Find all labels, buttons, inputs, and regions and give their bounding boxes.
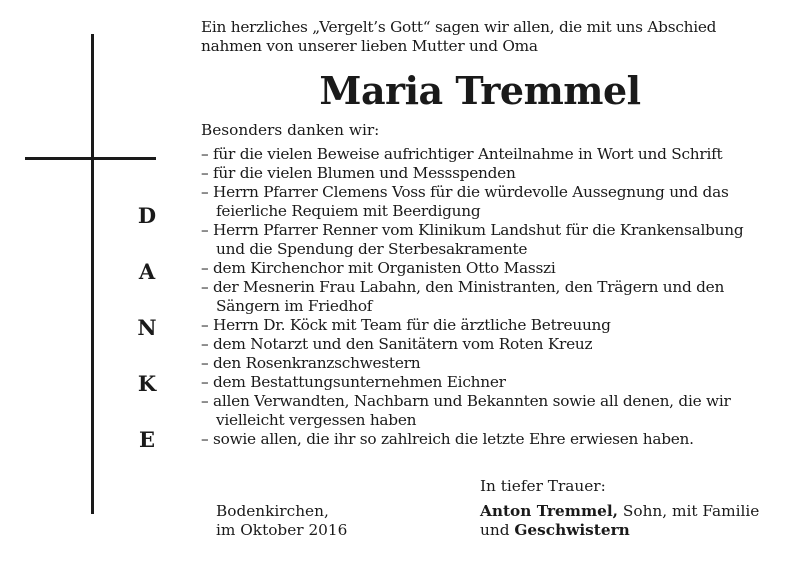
intro-text: Ein herzliches „Vergelt’s Gott“ sagen wir allen, die mit uns Abschied nahmen von unserer lieben Mutter und Oma (201, 18, 717, 55)
place-text: Bodenkirchen, (216, 502, 329, 520)
thanks-heading: Besonders danken wir: (201, 121, 380, 139)
place-date (216, 502, 347, 540)
danke-letter-e: E (138, 427, 155, 452)
thanks-item: – allen Verwandten, Nachbarn und Bekannten sowie all denen, die wir vielleicht vergessen haben (201, 392, 731, 429)
cross-horizontal-bar (25, 157, 156, 160)
thanks-item: – den Rosenkranzschwestern (201, 354, 421, 372)
thanks-item: – der Mesnerin Frau Labahn, den Ministranten, den Trägern und den Sängern im Friedhof (201, 278, 725, 315)
thanks-item: – dem Kirchenchor mit Organisten Otto Masszi (201, 259, 556, 277)
thanks-item: – für die vielen Beweise aufrichtiger Anteilnahme in Wort und Schrift (201, 145, 723, 163)
date-text: im Oktober 2016 (216, 521, 348, 539)
cross-vertical-bar (91, 34, 94, 514)
thanks-list (201, 145, 776, 449)
signer2-prefix: und (480, 521, 515, 539)
closing-line: In tiefer Trauer: (480, 477, 606, 495)
danke-letter-a: A (138, 259, 156, 284)
thanks-item: – sowie allen, die ihr so zahlreich die letzte Ehre erwiesen haben. (201, 430, 694, 448)
thanks-item: – Herrn Pfarrer Renner vom Klinikum Landshut für die Krankensalbung und die Spendung der Sterbesakramente (201, 221, 744, 258)
signer1-name: Anton Tremmel, (480, 502, 619, 520)
thanks-item: – dem Bestattungsunternehmen Eichner (201, 373, 506, 391)
signers (480, 502, 759, 540)
danke-letter-n: N (137, 315, 157, 340)
thanks-item: – Herrn Pfarrer Clemens Voss für die würdevolle Aussegnung und das feierliche Requiem mit Beerdigung (201, 183, 729, 220)
deceased-name: Maria Tremmel (319, 68, 641, 113)
thanks-item: – für die vielen Blumen und Messspenden (201, 164, 516, 182)
signer1-rest: Sohn, mit Familie (618, 502, 760, 520)
signer2-name: Geschwistern (514, 521, 630, 539)
thanks-item: – dem Notarzt und den Sanitätern vom Roten Kreuz (201, 335, 593, 353)
danke-letter-d: D (137, 203, 157, 228)
signer-line-1 (480, 502, 759, 521)
danke-letter-k: K (137, 371, 157, 396)
thanks-item: – Herrn Dr. Köck mit Team für die ärztliche Betreuung (201, 316, 611, 334)
signer-line-2 (480, 521, 759, 540)
danke-vertical-word (133, 205, 161, 485)
